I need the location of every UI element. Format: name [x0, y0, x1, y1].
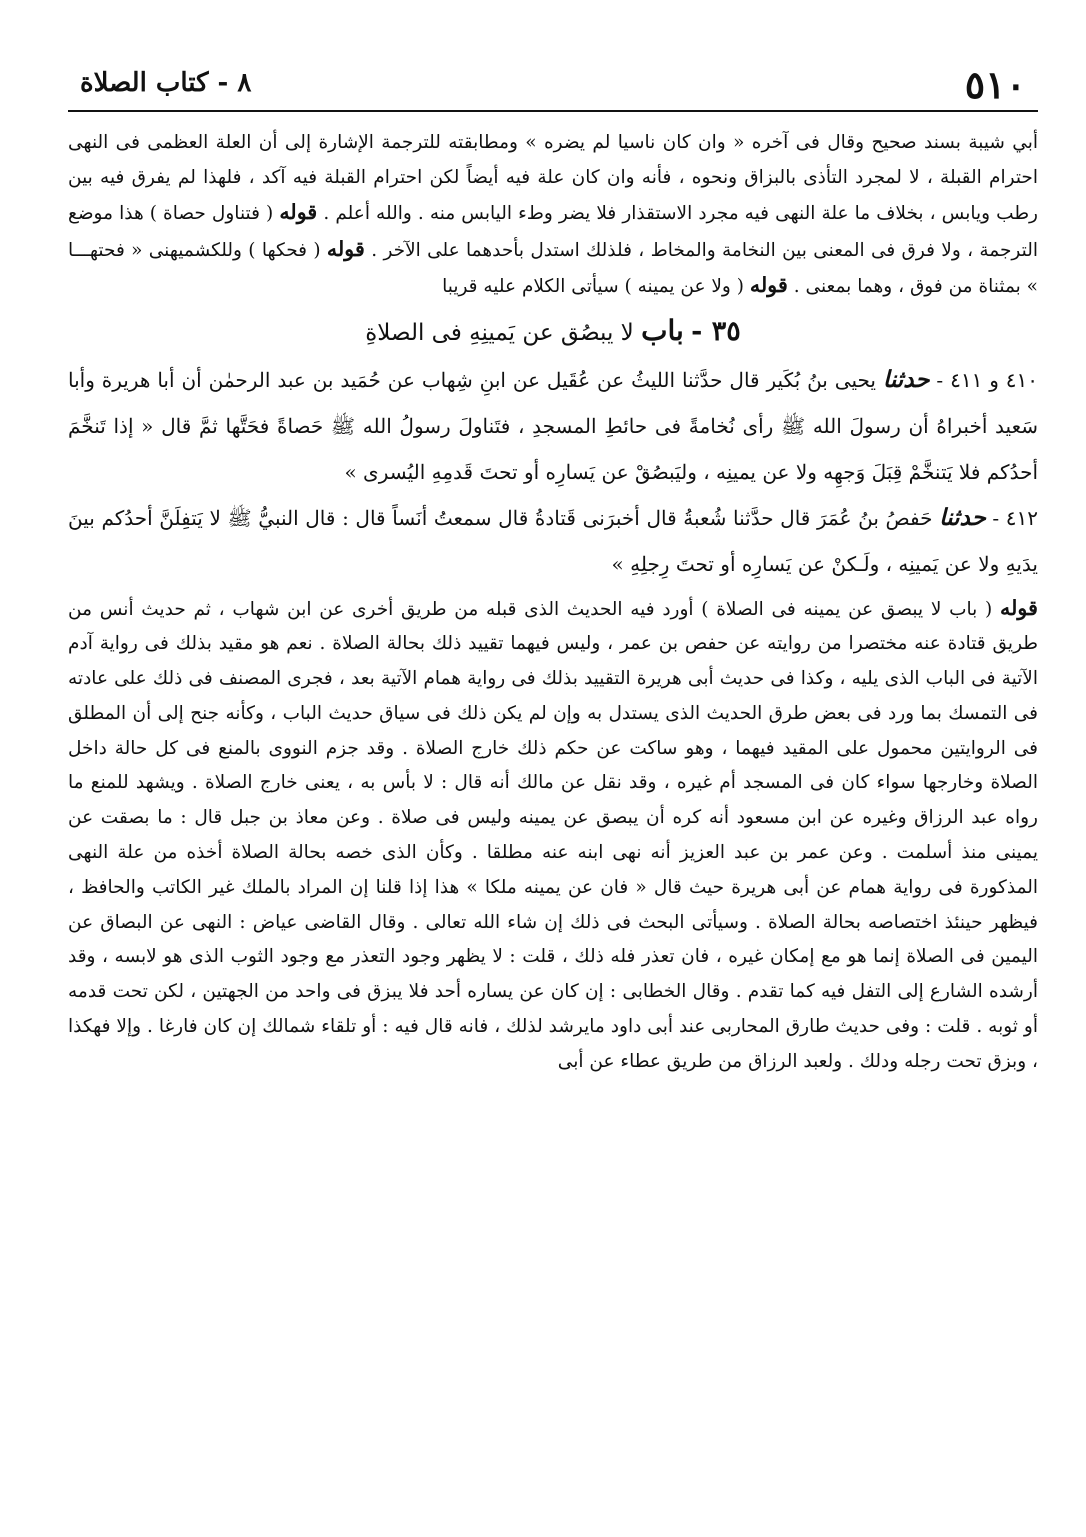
chapter-heading [68, 311, 1038, 353]
chapter-bab-label: باب [641, 313, 684, 347]
hadith-text: حَفصُ بنُ عُمَرَ قال حدَّثنا شُعبةُ قال أخبرَنى قَتادةُ قال سمعتُ أنَساً قال : قال النبيُّ ﷺ لا يَتفِلَنَّ أحدُكم بينَ يدَيهِ ولا عن يَمينِه ، ولَـكنْ عن يَسارِه أو تحتَ رِجلِهِ » [68, 505, 1038, 576]
hadith-412 [68, 495, 1038, 587]
haddathana-label: حدثنا [882, 365, 930, 393]
qawluhu-keyword: قوله [749, 273, 788, 297]
hadith-text: يحيى بنُ بُكَير قال حدَّثنا الليثُ عن عُقَيل عن ابنِ شِهاب عن حُمَيد بن عبد الرحمٰن أن أبا هريرة وأبا سَعيد أخبراهُ أن رسولَ الله ﷺ رأى نُخامةً فى حائطِ المسجدِ ، فتَناولَ رسولُ الله ﷺ حَصاةً فحَتَّها ثمَّ قال « إذا تَنخَّمَ أحدُكم فلا يَتنخَّمْ قِبَلَ وَجهِه ولا عن يمينِه ، وليَبصُقْ عن يَسارِه أو تحتَ قَدمِهِ اليُسرى » [68, 367, 1038, 484]
qawluhu-keyword: قوله [279, 200, 318, 224]
commentary-bottom-text: ( باب لا يبصق عن يمينه فى الصلاة ) أورد فيه الحديث الذى قبله من طريق أخرى عن ابن شهاب ، ثم حديث أنس من طريق قتادة عنه مختصرا من روايته عن حفص بن عمر ، وليس فيهما تقييد ذلك بحالة الصلاة . نعم هو مقيد بذلك فى رواية آدم الآتية فى الباب الذى يليه ، وكذا فى حديث أبى هريرة التقييد بذلك فى رواية همام الآتية بعد ، فجرى المصنف فى ذلك على عادته فى التمسك بما ورد فى بعض طرق الحديث الذى يستدل به وإن لم يكن ذلك فى سياق حديث الباب ، وكأنه جنح إلى أن المطلق فى الروايتين محمول على المقيد فيهما ، وهو ساكت عن حكم ذلك خارج الصلاة . وقد جزم النووى بالمنع فى كل حالة داخل الصلاة وخارجها سواء كان فى المسجد أم غيره ، وقد نقل عن مالك أنه قال : لا بأس به ، يعنى خارج الصلاة . ويشهد للمنع ما رواه عبد الرزاق وغيره عن ابن مسعود أنه كره أن يبصق عن يمينه وليس فى صلاة . وعن معاذ بن جبل قال : ما بصقت عن يمينى منذ أسلمت . وعن عمر بن عبد العزيز أنه نهى ابنه عنه مطلقا . وكأن الذى خصه بحالة الصلاة أخذه من علة النهى المذكورة فى رواية همام عن أبى هريرة حيث قال « فان عن يمينه ملكا » هذا إذا قلنا إن المراد بالملك غير الكاتب والحافظ ، فيظهر حينئذ اختصاصه بحالة الصلاة . وسيأتى البحث فى ذلك إن شاء الله تعالى . وقال القاضى عياض : النهى عن البصاق عن اليمين فى الصلاة إنما هو مع إمكان غيره ، فان تعذر فله ذلك ، قلت : لا يظهر وجود التعذر مع وجود الثوب الذى هو لابسه ، وقد أرشده الشارع إلى التفل فيه كما تقدم . وقال الخطابى : إن كان عن يساره أحد فلا يبزق فى واحد من الجهتين ، لكن تحت قدمه أو ثوبه . قلت : وفى حديث طارق المحاربى عند أبى داود مايرشد لذلك ، فانه قال فيه : أو تلقاء شمالك إن كان فارغا . وإلا فهكذا ، وبزق تحت رجله ودلك . ولعبد الرزاق من طريق عطاء عن أبى [68, 598, 1038, 1072]
page [68, 52, 1038, 1502]
haddathana-label: حدثنا [939, 503, 986, 531]
commentary-bottom [68, 591, 1038, 1080]
hadith-number: ٤١٢ - [992, 505, 1038, 530]
commentary-top-text-2: ( فتناول حصاة ) هذا موضع الترجمة ، ولا فرق فى المعنى بين النخامة والمخاط ، فلذلك استدل بأحدهما على الآخر . [68, 203, 1038, 261]
commentary-top-text-4: ( ولا عن يمينه ) سيأتى الكلام عليه قريبا [442, 276, 744, 297]
hadith-number: ٤١٠ و ٤١١ - [936, 367, 1038, 392]
qawluhu-keyword: قوله [326, 236, 365, 261]
qawluhu-keyword: قوله [999, 595, 1038, 620]
running-title: ٨ - كتاب الصلاة [80, 68, 252, 98]
commentary-top-text-3: ( فحكها ) وللكشميهنى « فحتهـــا » بمثناة من فوق ، وهما بمعنى . [68, 239, 1038, 297]
hadith-410-411 [68, 357, 1038, 495]
chapter-title: لا يبصُق عن يَمينِهِ فى الصلاةِ [365, 319, 634, 346]
page-header [68, 52, 1038, 112]
commentary-top [68, 126, 1038, 305]
page-number: ٥١٠ [964, 62, 1026, 107]
commentary-top-text: أبي شيبة بسند صحيح وقال فى آخره « وان كان ناسيا لم يضره » ومطابقته للترجمة الإشارة إلى أن العلة العظمى فى النهى احترام القبلة ، لا لمجرد التأذى بالبزاق ونحوه ، فأنه وان كان علة فيه أيضاً لكن احترام القبلة فيه آكد ، فلهذا لم يفرق فيه بين رطب ويابس ، بخلاف ما علة النهى فيه مجرد الاستقذار فلا يضر وطء اليابس منه . والله أعلم . [68, 132, 1038, 224]
chapter-number: ٣٥ - [691, 315, 741, 347]
